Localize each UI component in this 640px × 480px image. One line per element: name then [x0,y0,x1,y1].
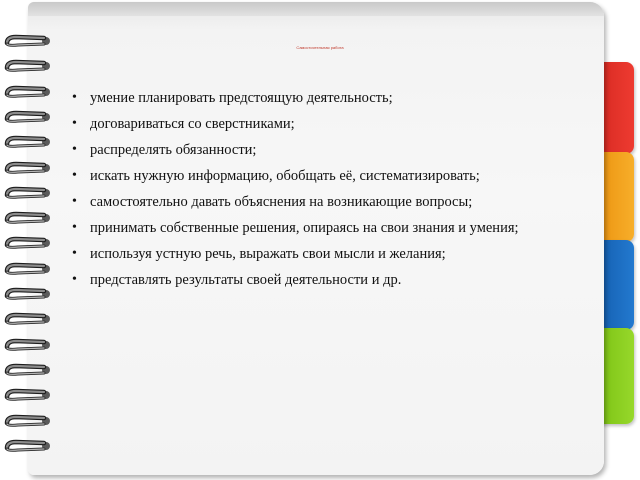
spiral-ring [4,338,54,352]
page-top-edge [28,2,604,16]
list-item-text: умение планировать предстоящую деятельность; [90,90,393,106]
spiral-ring [4,388,54,402]
list-item-text: распределять обязанности; [90,142,257,158]
list-item-text: принимать собственные решения, опираясь на свои знания и умения; [90,220,519,236]
spiral-ring [4,59,54,73]
list-item [72,137,602,163]
spiral-ring [4,236,54,250]
list-item-text: самостоятельно давать объяснения на возникающие вопросы; [90,194,473,210]
spiral-ring [4,287,54,301]
spiral-ring [4,414,54,428]
bullet-icon: • [72,142,77,157]
list-item [72,111,602,137]
list-item-text: искать нужную информацию, обобщать её, систематизировать; [90,168,480,184]
list-item [72,163,602,189]
list-item [72,85,602,111]
list-item [72,189,602,215]
bullet-icon: • [72,194,77,209]
bullet-icon: • [72,168,77,183]
bullet-icon: • [72,116,77,131]
spiral-ring [4,262,54,276]
bullet-icon: • [72,272,77,287]
spiral-binding [0,0,60,480]
spiral-ring [4,186,54,200]
list-item [72,267,602,293]
spiral-ring [4,110,54,124]
slide-title: Самостоятельная работа [296,45,344,50]
spiral-ring [4,135,54,149]
spiral-ring [4,211,54,225]
spiral-ring [4,85,54,99]
spiral-ring [4,439,54,453]
list-item-text: договариваться со сверстниками; [90,116,295,132]
list-item-text: представлять результаты своей деятельности и др. [90,272,402,288]
list-item [72,241,602,267]
list-item-text: используя устную речь, выражать свои мысли и желания; [90,246,446,262]
bullet-icon: • [72,90,77,105]
spiral-ring [4,161,54,175]
bullet-icon: • [72,220,77,235]
bullet-icon: • [72,246,77,261]
list-item [72,215,602,241]
spiral-ring [4,363,54,377]
bullet-list [72,85,602,293]
spiral-ring [4,312,54,326]
